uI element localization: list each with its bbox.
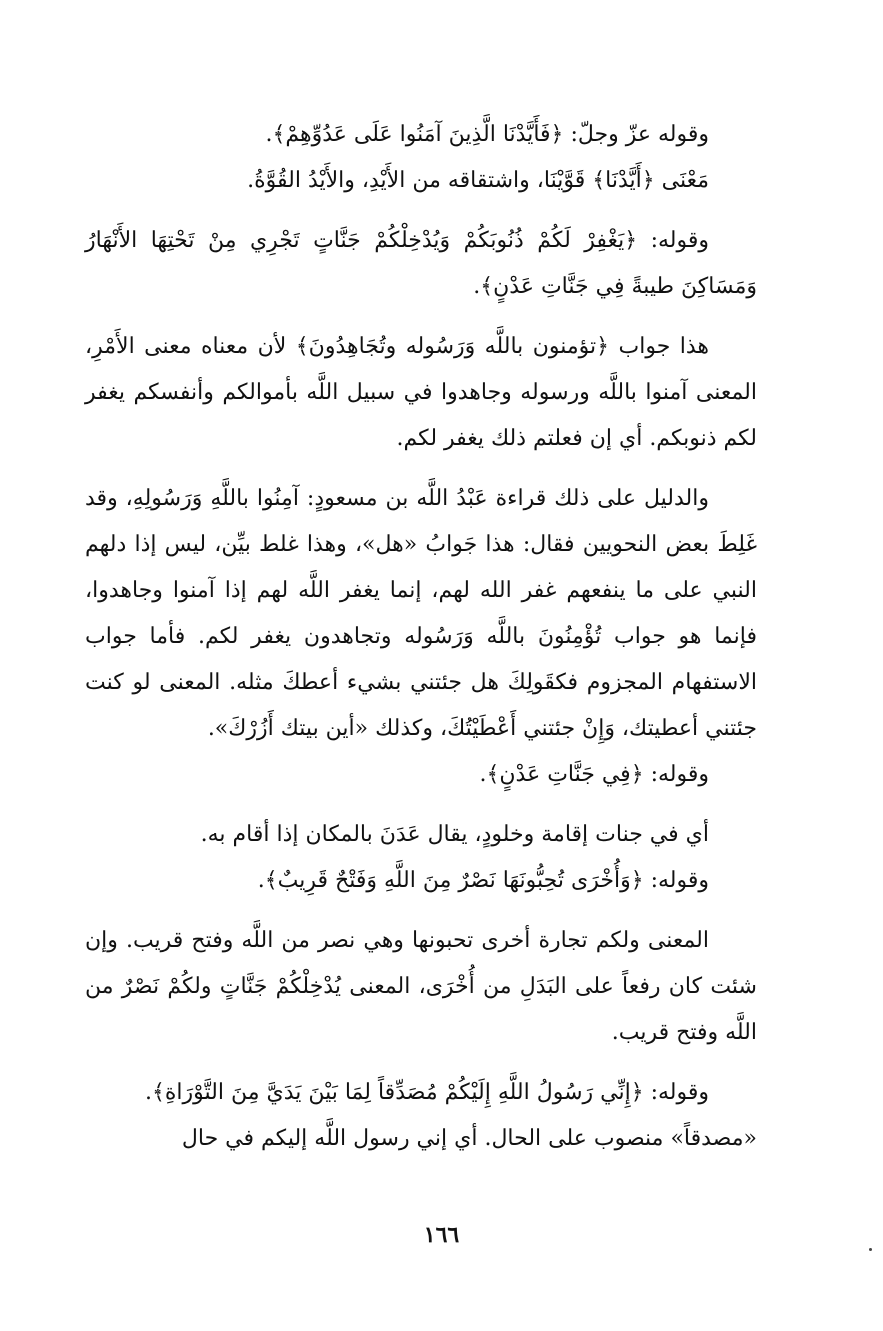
paragraph-verse-adn: وقوله: ﴿فِي جَنَّاتِ عَدْنٍ﴾. <box>479 762 709 787</box>
page-body <box>85 112 757 1292</box>
paragraph-meaning-ukhra: المعنى ولكم تجارة أخرى تحبونها وهي نصر من اللَّه وفتح قريب. وإن شئت كان رفعاً على البَدَلِ من أُخْرَى، المعنى يُدْخِلْكُمْ جَنَّاتٍ ولكُمْ نَصْرٌ من اللَّه وفتح قريب. <box>85 928 757 1045</box>
page-number: ١٦٦ <box>423 1222 460 1248</box>
paragraph-answer-tuminun: هذا جواب ﴿تؤمنون باللَّه وَرَسُوله وتُجَاهِدُونَ﴾ لأن معناه معنى الأَمْرِ، المعنى آمنوا باللَّه ورسوله وجاهدوا في سبيل اللَّه بأموالكم وأنفسكم يغفر لكم ذنوبكم. أي إن فعلتم ذلك يغفر لكم. <box>85 334 757 451</box>
paragraph-verse-rasul: وقوله: ﴿إِنِّي رَسُولُ اللَّهِ إِلَيْكُمْ مُصَدِّقاً لِمَا بَيْنَ يَدَيَّ مِنَ التَّوْرَاةِ﴾. <box>144 1080 709 1105</box>
paragraph-musaddiqan: «مصدقاً» منصوب على الحال. أي إني رسول اللَّه إليكم في حال <box>181 1126 757 1151</box>
paragraph-meaning-adn: أي في جنات إقامة وخلودٍ، يقال عَدَنَ بالمكان إذا أقام به. <box>200 822 709 847</box>
paragraph-verse-yaghfir: وقوله: ﴿يَغْفِرْ لَكُمْ ذُنُوبَكُمْ وَيُدْخِلْكُمْ جَنَّاتٍ تَجْرِي مِنْ تَحْتِهَا الأَنْهَارُ وَمَسَاكِنَ طيبةً فِي جَنَّاتِ عَدْنٍ﴾. <box>85 228 757 299</box>
paragraph-verse-ukhra: وقوله: ﴿وَأُخْرَى تُحِبُّونَهَا نَصْرٌ مِنَ اللَّهِ وَفَتْحٌ قَرِيبٌ﴾. <box>257 868 709 893</box>
paragraph-evidence: والدليل على ذلك قراءة عَبْدُ اللَّه بن مسعودٍ: آمِنُوا باللَّهِ وَرَسُولِهِ، وقد غَلِطَ بعض النحويين فقال: هذا جَوابُ «هل»، وهذا غلط بيِّن، ليس إذا دلهم النبي على ما ينفعهم غفر الله لهم، إنما يغفر اللَّه لهم إذا آمنوا وجاهدوا، فإنما هو جواب تُؤْمِنُونَ باللَّه وَرَسُوله وتجاهدون يغفر لكم. فأما جواب الاستفهام المجزوم فكقَولِكَ هل جئتني بشيء أعطكَ مثله. المعنى لو كنت جئتني أعطيتك، وَإِنْ جئتني أَعْطَيْتُكَ، وكذلك «أين بيتك أَزُرْكَ». <box>85 486 757 741</box>
paragraph-meaning-ayyadna: مَعْنَى ﴿أَيَّدْنَا﴾ قَوَّيْنَا، واشتقاقه من الأَيْدِ، والأَيْدُ القُوَّةُ. <box>247 168 709 193</box>
scan-speck <box>869 1248 872 1251</box>
paragraph-verse-ayyadna: وقوله عزّ وجلّ: ﴿فَأَيَّدْنَا الَّذِينَ آمَنُوا عَلَى عَدُوِّهِمْ﴾. <box>265 122 709 147</box>
